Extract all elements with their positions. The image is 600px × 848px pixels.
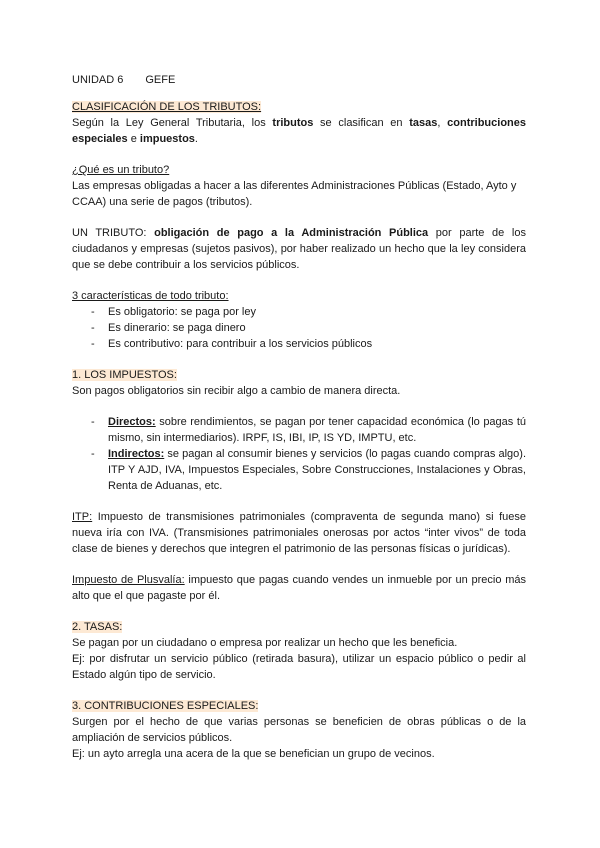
text-run: . <box>194 133 198 145</box>
plusvalia-label: Impuesto de Plusvalía: <box>72 574 185 586</box>
section-caracteristicas <box>72 288 526 352</box>
bold-run: tasas <box>409 117 438 129</box>
caracteristicas-list <box>72 304 526 352</box>
que-es-text: Las empresas obligadas a hacer a las diferentes Administraciones Públicas (Estado, Ayto y CCAA) una serie de pagos (tributos). <box>72 180 517 208</box>
bold-run: contribuciones especiales <box>72 117 526 145</box>
impuestos-heading: 1. LOS IMPUESTOS: <box>72 369 177 381</box>
list-item: - Es obligatorio: se paga por ley <box>72 304 526 320</box>
list-item-directos <box>72 414 526 446</box>
tasas-line2: Ej: por disfrutar un servicio público (retirada basura), utilizar un espacio público o pedir al Estado algún tipo de servicio. <box>72 653 526 681</box>
list-item: - Es contributivo: para contribuir a los servicios públicos <box>72 336 526 352</box>
contribuciones-heading: 3. CONTRIBUCIONES ESPECIALES: <box>72 700 259 712</box>
document-header <box>72 72 526 88</box>
text-run: Según la Ley General Tributaria, los <box>72 117 273 129</box>
clasificacion-text <box>72 115 526 147</box>
text-run: e <box>127 133 140 145</box>
section-que-es <box>72 162 526 210</box>
itp-paragraph <box>72 509 526 557</box>
bold-run: impuestos <box>139 133 195 145</box>
text-run: Impuesto de transmisiones patrimoniales (compraventa de segunda mano) si fuese nueva iría con IVA. (Transmisiones patrimoniales onerosas por actos “inter vivos” de toda clase de bienes y derechos que integren el patrimonio de las personas físicas o jurídicas). <box>72 511 526 555</box>
list-item-indirectos <box>72 446 526 494</box>
tasas-heading: 2. TASAS: <box>72 621 123 633</box>
text-run: por parte de los ciudadanos y empresas (sujetos pasivos), por haber realizado un hecho que la ley considera que se debe contribuir a los servicios públicos. <box>72 227 526 271</box>
impuestos-list <box>72 414 526 494</box>
contribuciones-line2: Ej: un ayto arregla una acera de la que se benefician un grupo de vecinos. <box>72 748 435 760</box>
text-run: UN TRIBUTO: <box>72 227 155 239</box>
definicion-paragraph <box>72 225 526 273</box>
text-run: se clasifican en <box>313 117 410 129</box>
itp-label: ITP: <box>72 511 93 523</box>
plusvalia-paragraph <box>72 572 526 604</box>
bold-run: tributos <box>272 117 314 129</box>
impuestos-intro: Son pagos obligatorios sin recibir algo a cambio de manera directa. <box>72 385 401 397</box>
module-label: GEFE <box>145 74 176 86</box>
que-es-heading: ¿Qué es un tributo? <box>72 164 170 176</box>
text-run: se pagan al consumir bienes y servicios (lo pagas cuando compras algo). ITP Y AJD, IVA, Impuestos Especiales, Sobre Construcciones, Instalaciones y Obras, Renta de Aduanas, etc. <box>108 448 526 492</box>
section-contribuciones <box>72 698 526 762</box>
text-run: impuesto que pagas cuando vendes un inmueble por un precio más alto que el que pagaste por él. <box>72 574 526 602</box>
text-run: , <box>437 117 448 129</box>
bold-run: obligación de pago a la Administración Pública <box>154 227 429 239</box>
caracteristicas-heading: 3 características de todo tributo: <box>72 290 229 302</box>
section-impuestos <box>72 367 526 494</box>
section-tasas <box>72 619 526 683</box>
text-run: sobre rendimientos, se pagan por tener capacidad económica (lo pagas tú mismo, sin intermediarios). IRPF, IS, IBI, IP, IS YD, IMPTU, etc. <box>108 416 526 444</box>
clasificacion-heading: CLASIFICACIÓN DE LOS TRIBUTOS: <box>72 101 262 113</box>
contribuciones-line1: Surgen por el hecho de que varias personas se beneficien de obras públicas o de la ampliación de servicios públicos. <box>72 716 526 744</box>
list-item: - Es dinerario: se paga dinero <box>72 320 526 336</box>
tasas-line1: Se pagan por un ciudadano o empresa por realizar un hecho que les beneficia. <box>72 637 458 649</box>
unit-label: UNIDAD 6 <box>72 74 124 86</box>
document-page <box>72 72 526 762</box>
indirectos-label: Indirectos: <box>108 448 165 460</box>
section-clasificacion <box>72 99 526 147</box>
directos-label: Directos: <box>108 416 156 428</box>
